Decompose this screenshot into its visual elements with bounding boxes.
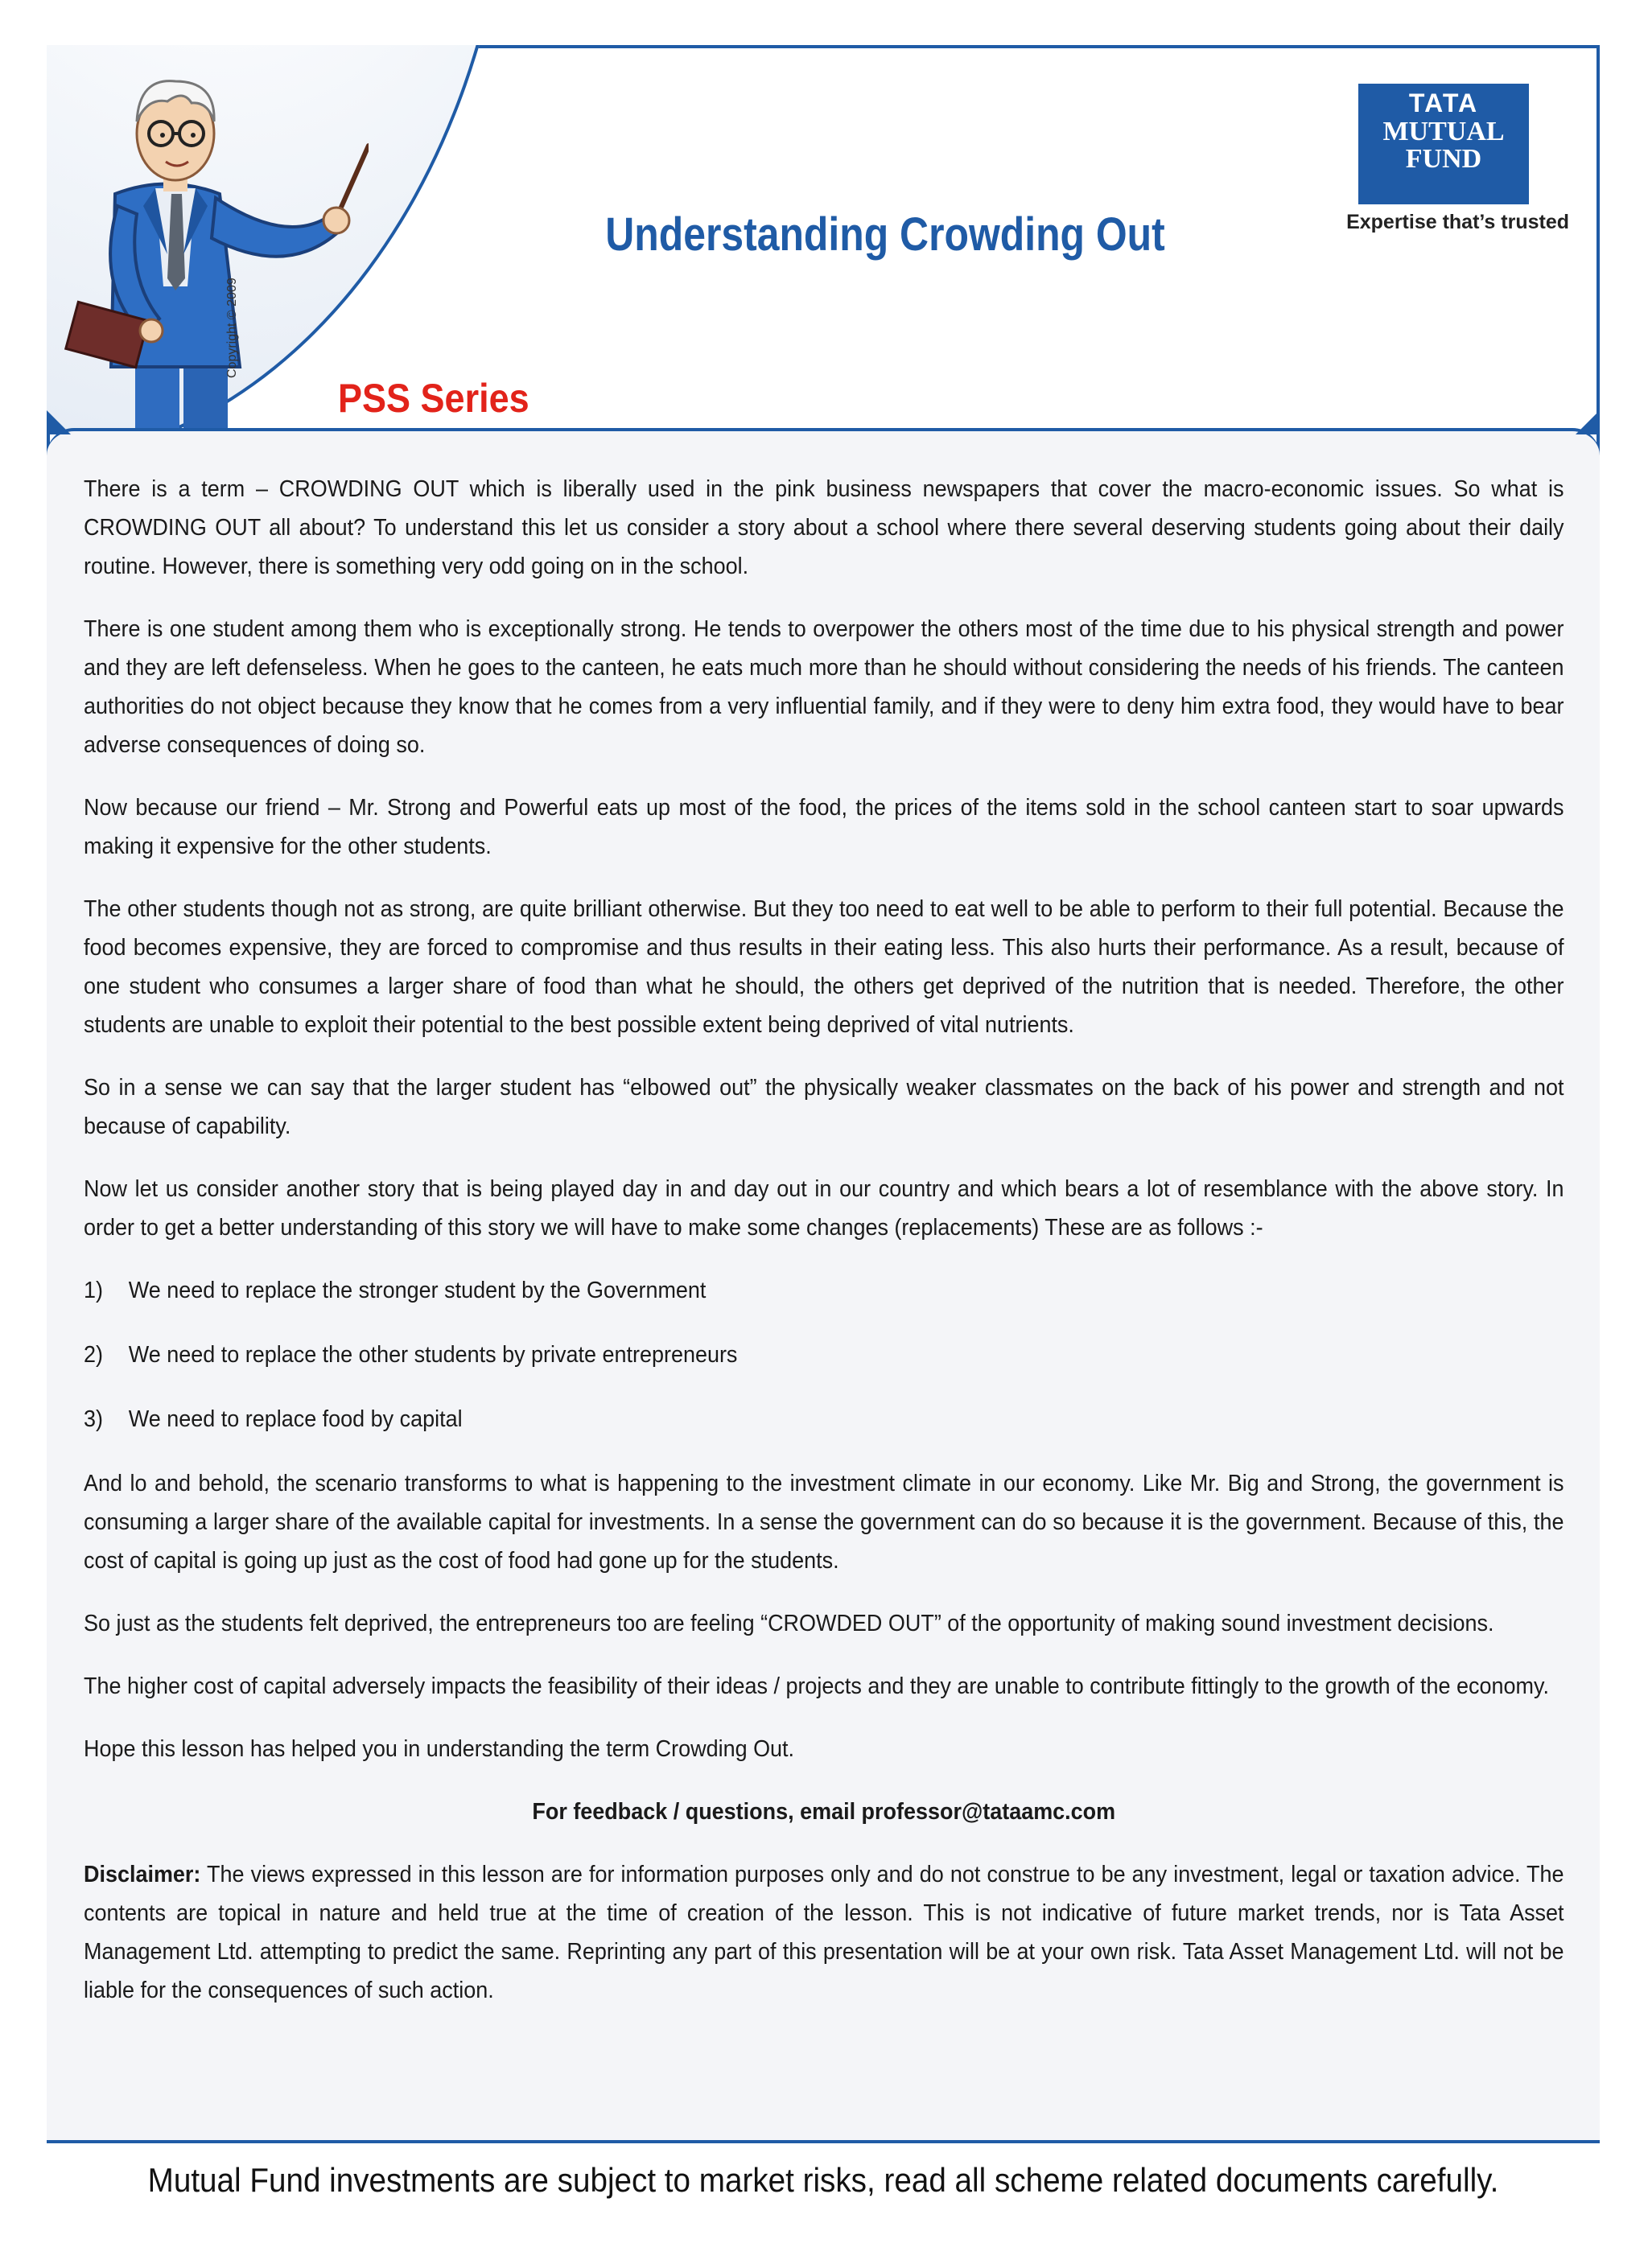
risk-disclaimer-footer: Mutual Fund investments are subject to market risks, read all scheme related documents carefully. xyxy=(147,2161,1499,2199)
paragraph: Now because our friend – Mr. Strong and Powerful eats up most of the food, the prices of the items sold in the school canteen start to soar upwards making it expensive for the other students. xyxy=(84,795,1564,859)
paragraph: There is one student among them who is exceptionally strong. He tends to overpower the others most of the time due to his physical strength and power and they are left defenseless. When he goes to the canteen, he eats much more than he should without considering the needs of his friends. The canteen authorities do not object because they know that he comes from a very influential family, and if they were to deny him extra food, they would have to bear adverse consequences of doing so. xyxy=(84,616,1564,758)
disclaimer xyxy=(84,1855,1564,2010)
list-number: 3) xyxy=(84,1406,103,1432)
copyright-note: Copyright © 2009 xyxy=(225,278,239,378)
professor-illustration xyxy=(47,45,369,431)
paragraph: So just as the students felt deprived, the entrepreneurs too are feeling “CROWDED OUT” of the opportunity of making sound investment decisions. xyxy=(84,1611,1494,1636)
list-text: We need to replace food by capital xyxy=(128,1406,463,1432)
paragraph: There is a term – CROWDING OUT which is liberally used in the pink business newspapers that cover the macro-economic issues. So what is CROWDING OUT all about? To understand this let us consider a story about a school where there several deserving students going about their daily routine. However, there is something very odd going on in the school. xyxy=(84,476,1564,579)
list-item xyxy=(84,1400,1461,1439)
paragraph: And lo and behold, the scenario transforms to what is happening to the investment climate in our economy. Like Mr. Big and Strong, the government is consuming a larger share of the available capital for investments. In a sense the government can do so because it is the government. Because of this, the cost of capital is going up just as the cost of food had gone up for the students. xyxy=(84,1471,1564,1574)
tata-mutual-fund-logo xyxy=(1358,84,1529,204)
list-text: We need to replace the other students by private entrepreneurs xyxy=(128,1342,738,1368)
logo-fund: FUND xyxy=(1405,144,1482,174)
feedback-line: For feedback / questions, email professor@tataamc.com xyxy=(532,1799,1116,1825)
paragraph: Now let us consider another story that is being played day in and day out in our country and which bears a lot of resemblance with the above story. In order to get a better understanding of this story we will have to make some changes (replacements) These are as follows :- xyxy=(84,1176,1564,1241)
article-body xyxy=(84,470,1564,2034)
paragraph: The higher cost of capital adversely impacts the feasibility of their ideas / projects and they are unable to contribute fittingly to the growth of the economy. xyxy=(84,1673,1549,1699)
page-title: Understanding Crowding Out xyxy=(605,208,1165,261)
logo-tata: TATA xyxy=(1408,88,1479,117)
paragraph: Hope this lesson has helped you in understanding the term Crowding Out. xyxy=(84,1736,795,1762)
paragraph: So in a sense we can say that the larger student has “elbowed out” the physically weaker classmates on the back of his power and strength and not because of capability. xyxy=(84,1075,1564,1139)
series-label: PSS Series xyxy=(338,376,529,421)
disclaimer-label: Disclaimer: xyxy=(84,1862,201,1887)
list-item xyxy=(84,1336,1461,1374)
logo-tagline: Expertise that’s trusted xyxy=(1346,211,1569,233)
list-number: 2) xyxy=(84,1342,103,1368)
list-text: We need to replace the stronger student by the Government xyxy=(128,1278,707,1303)
logo-mutual: MUTUAL xyxy=(1382,117,1505,146)
list-item xyxy=(84,1271,1461,1310)
list-number: 1) xyxy=(84,1278,103,1303)
paragraph: The other students though not as strong, are quite brilliant otherwise. But they too need to eat well to be able to perform to their full potential. Because the food becomes expensive, they are forced to compromise and thus results in their eating less. This also hurts their performance. As a result, because of one student who consumes a larger share of food than what he should, the others get deprived of the nutrition that is needed. Therefore, the other students are unable to exploit their potential to the best possible extent being deprived of vital nutrients. xyxy=(84,896,1564,1038)
disclaimer-text: The views expressed in this lesson are for information purposes only and do not construe to be any investment, legal or taxation advice. The contents are topical in nature and held true at the time of creation of the lesson. This is not indicative of future market trends, nor is Tata Asset Management Ltd. attempting to predict the same. Reprinting any part of this presentation will be at your own risk. Tata Asset Management Ltd. will not be liable for the consequences of such action. xyxy=(84,1862,1564,2003)
footer-bar xyxy=(47,2140,1600,2217)
